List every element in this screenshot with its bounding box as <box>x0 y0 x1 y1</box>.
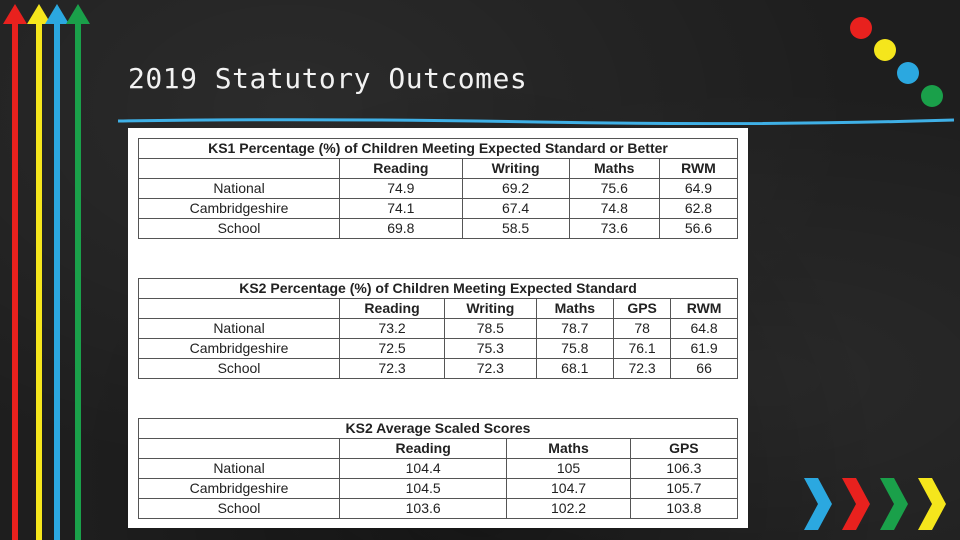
table-cell: 78.7 <box>536 319 613 339</box>
table-cell: 104.4 <box>340 459 507 479</box>
table-cell: 75.6 <box>569 179 659 199</box>
table-cell: 72.3 <box>445 359 537 379</box>
ks1-header: Writing <box>462 159 569 179</box>
ks1-title: KS1 Percentage (%) of Children Meeting Expected Standard or Better <box>139 139 738 159</box>
ks2-header: Writing <box>445 299 537 319</box>
table-cell: 64.9 <box>659 179 737 199</box>
ks1-header: RWM <box>659 159 737 179</box>
table-cell: 56.6 <box>659 219 737 239</box>
ks2-header: Reading <box>340 299 445 319</box>
table-row <box>139 359 738 379</box>
table-cell: 61.9 <box>671 339 738 359</box>
table-cell: 78.5 <box>445 319 537 339</box>
table-cell: 104.5 <box>340 479 507 499</box>
table-cell: 74.9 <box>340 179 463 199</box>
table-row <box>139 179 738 199</box>
row-label: National <box>139 319 340 339</box>
table-cell: 105.7 <box>630 479 737 499</box>
table-cell: 72.3 <box>614 359 671 379</box>
table-cell: 106.3 <box>630 459 737 479</box>
table-cell: 105 <box>507 459 630 479</box>
ks2-header: GPS <box>614 299 671 319</box>
row-label: National <box>139 459 340 479</box>
table-cell: 104.7 <box>507 479 630 499</box>
yellow-dot-icon <box>874 39 896 61</box>
blue-chevron-icon <box>804 478 832 530</box>
ks1-header: Reading <box>340 159 463 179</box>
row-label: School <box>139 499 340 519</box>
table-cell: 66 <box>671 359 738 379</box>
ks2-table <box>138 278 738 379</box>
red-dot-icon <box>850 17 872 39</box>
blue-dot-icon <box>897 62 919 84</box>
table-cell: 67.4 <box>462 199 569 219</box>
table-cell: 62.8 <box>659 199 737 219</box>
row-label: School <box>139 359 340 379</box>
table-cell: 72.5 <box>340 339 445 359</box>
ks1-header: Maths <box>569 159 659 179</box>
table-cell: 68.1 <box>536 359 613 379</box>
ks2-header: RWM <box>671 299 738 319</box>
table-cell: 75.8 <box>536 339 613 359</box>
ks2-scaled-title: KS2 Average Scaled Scores <box>139 419 738 439</box>
table-cell: 69.2 <box>462 179 569 199</box>
decorative-chevrons <box>800 474 952 534</box>
green-arrow-icon <box>66 4 90 540</box>
green-chevron-icon <box>880 478 908 530</box>
red-arrow-icon <box>3 4 27 540</box>
table-cell: 73.6 <box>569 219 659 239</box>
ks2-header: Maths <box>536 299 613 319</box>
table-cell: 73.2 <box>340 319 445 339</box>
slide-title: 2019 Statutory Outcomes <box>128 62 528 95</box>
tables-panel <box>128 128 748 528</box>
yellow-chevron-icon <box>918 478 946 530</box>
table-row <box>139 459 738 479</box>
decorative-arrows <box>0 0 100 540</box>
table-row <box>139 319 738 339</box>
decorative-dots <box>840 10 950 120</box>
yellow-arrow-icon <box>27 4 51 540</box>
green-dot-icon <box>921 85 943 107</box>
table-cell: 69.8 <box>340 219 463 239</box>
title-underline <box>118 117 954 125</box>
ks1-table <box>138 138 738 239</box>
blue-arrow-icon <box>45 4 69 540</box>
table-row <box>139 479 738 499</box>
table-cell: 74.8 <box>569 199 659 219</box>
table-row <box>139 499 738 519</box>
table-cell: 72.3 <box>340 359 445 379</box>
table-row <box>139 199 738 219</box>
row-label: National <box>139 179 340 199</box>
ks2-title: KS2 Percentage (%) of Children Meeting Expected Standard <box>139 279 738 299</box>
ks2-scaled-header: Reading <box>340 439 507 459</box>
table-cell: 58.5 <box>462 219 569 239</box>
table-cell: 102.2 <box>507 499 630 519</box>
row-label: School <box>139 219 340 239</box>
table-row <box>139 219 738 239</box>
ks2-scaled-header: GPS <box>630 439 737 459</box>
table-cell: 103.8 <box>630 499 737 519</box>
table-row <box>139 339 738 359</box>
row-label: Cambridgeshire <box>139 339 340 359</box>
ks2-scaled-table <box>138 418 738 519</box>
ks2-scaled-header: Maths <box>507 439 630 459</box>
table-cell: 76.1 <box>614 339 671 359</box>
row-label: Cambridgeshire <box>139 199 340 219</box>
row-label: Cambridgeshire <box>139 479 340 499</box>
table-cell: 78 <box>614 319 671 339</box>
table-cell: 75.3 <box>445 339 537 359</box>
table-cell: 103.6 <box>340 499 507 519</box>
table-cell: 74.1 <box>340 199 463 219</box>
red-chevron-icon <box>842 478 870 530</box>
table-cell: 64.8 <box>671 319 738 339</box>
